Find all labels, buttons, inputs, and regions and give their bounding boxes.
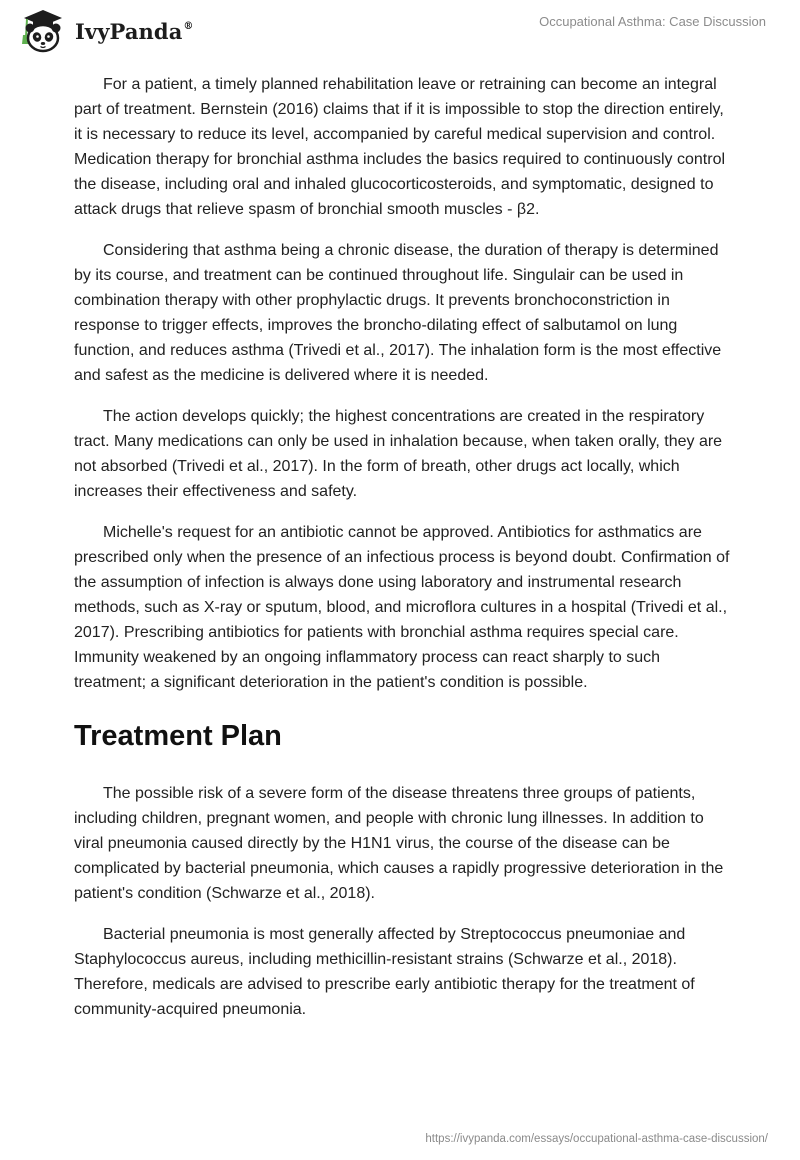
paragraph: For a patient, a timely planned rehabilitation leave or retraining can become an integral part of treatment. Bernstein (2016) claims that if it is impossible to stop the direction entirely, it is necessary to reduce its level, accompanied by careful medical supervision and control. Medication therapy for bronchial asthma includes the basics required to continuously control the disease, including oral and inhaled glucocorticosteroids, and symptomatic, designed to attack drugs that relieve spasm of bronchial smooth muscles - β2. [74,76,726,218]
paragraph: Bacterial pneumonia is most generally affected by Streptococcus pneumoniae and Staphylococcus aureus, including methicillin-resistant strains (Schwarze et al., 2018). Therefore, medicals are advised to prescribe early antibiotic therapy for the treatment of community-acquired pneumonia. [74,926,695,1018]
panda-graduate-icon [14,7,72,55]
paragraph: The action develops quickly; the highest concentrations are created in the respiratory tract. Many medications can only be used in inhalation because, when taken orally, they are not absorbed (Trivedi et al., 2017). In the form of breath, other drugs act locally, which increases their effectiveness and safety. [74,408,723,500]
paragraph: Considering that asthma being a chronic disease, the duration of therapy is determined by its course, and treatment can be continued throughout life. Singulair can be used in combination therapy with other prophylactic drugs. It prevents bronchoconstriction in response to trigger effects, improves the broncho-dilating effect of salbutamol on lung function, and reduces asthma (Trivedi et al., 2017). The inhalation form is the most effective and safest as the medicine is delivered where it is needed. [74,242,722,384]
document-title: Occupational Asthma: Case Discussion [539,14,766,29]
section-heading: Treatment Plan [74,720,282,752]
brand-logo[interactable] [14,7,194,55]
paragraph: Michelle's request for an antibiotic cannot be approved. Antibiotics for asthmatics are prescribed only when the presence of an infectious process is beyond doubt. Confirmation of the assumption of infection is always done using laboratory and instrumental research methods, such as X-ray or sputum, blood, and microflora cultures in a hospital (Trivedi et al., 2017). Prescribing antibiotics for patients with bronchial asthma requires special care. Immunity weakened by an ongoing inflammatory process can react sharply to such treatment; a significant deterioration in the patient's condition is possible. [74,524,730,691]
source-url-link[interactable]: https://ivypanda.com/essays/occupational-asthma-case-discussion/ [425,1133,768,1145]
article-body [74,72,734,1038]
page-header [0,0,800,60]
brand-name: IvyPanda® [75,18,194,44]
paragraph: The possible risk of a severe form of the disease threatens three groups of patients, including children, pregnant women, and people with chronic lung illnesses. In addition to viral pneumonia caused directly by the H1N1 virus, the course of the disease can be complicated by bacterial pneumonia, which causes a rapidly progressive deterioration in the patient's condition (Schwarze et al., 2018). [74,785,724,902]
